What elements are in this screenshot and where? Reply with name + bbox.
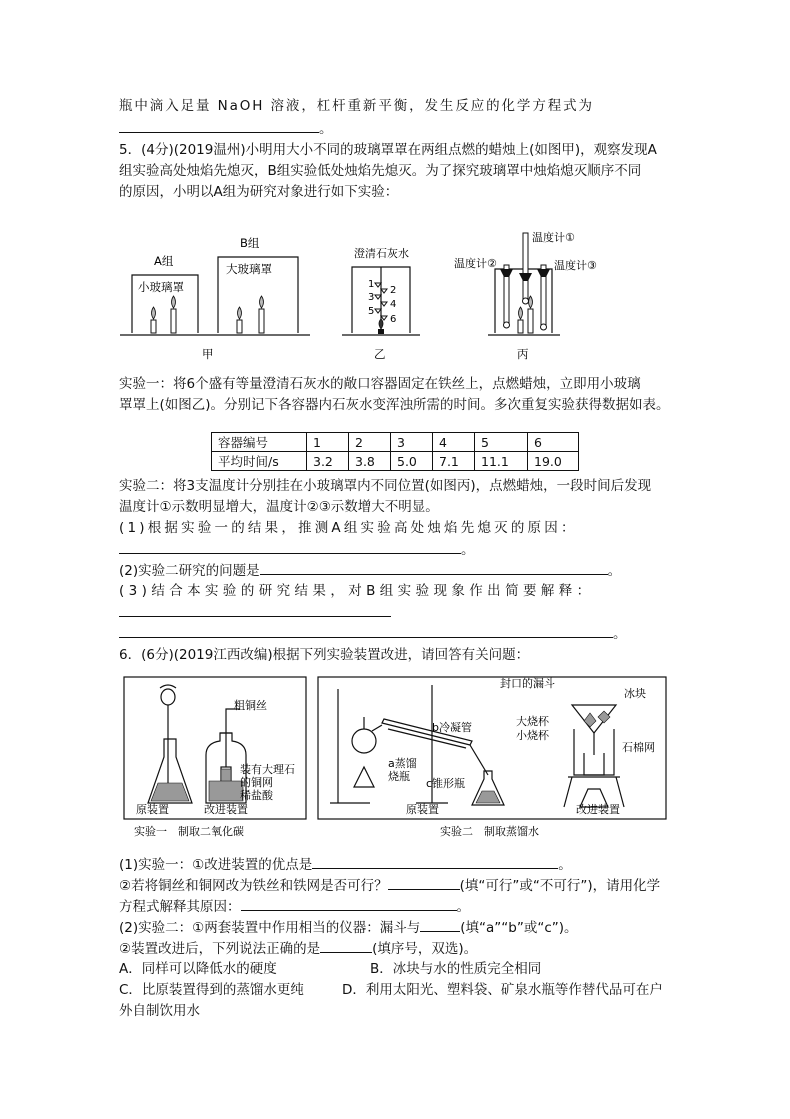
dilute-hcl-label: 稀盐酸 — [240, 789, 273, 802]
exp1-caption: 实验一 制取二氧化碳 — [134, 825, 244, 838]
copper-wire-label: 粗铜丝 — [234, 699, 267, 712]
q5-intro-line3: 的原因，小明以A组为研究对象进行如下实验： — [119, 184, 399, 200]
q6-1b: ②若将铜丝和铜网改为铁丝和铁网是否可行？ (填“可行”或“不可行”)，请用化学 — [119, 875, 660, 896]
answer-blank[interactable] — [119, 539, 461, 554]
cone-flask-c-label: c锥形瓶 — [426, 777, 466, 790]
flask-a-label-2: 烧瓶 — [388, 770, 410, 783]
ice-label: 冰块 — [624, 687, 646, 700]
q6-1a: (1)实验一：①改进装置的优点是 。 — [119, 854, 572, 875]
answer-blank[interactable] — [320, 938, 372, 953]
answer-blank[interactable] — [388, 875, 460, 890]
big-beaker-label: 大烧杯 — [516, 715, 549, 728]
exp2-improved-label: 改进装置 — [576, 803, 620, 816]
a-group-label: A组 — [154, 254, 174, 268]
answer-blank[interactable] — [312, 854, 558, 869]
big-cover-label: 大玻璃罩 — [226, 262, 272, 276]
table-cell: 4 — [433, 433, 475, 452]
q4-answer-line: 。 — [119, 118, 333, 139]
thermometer-3-label: 温度计③ — [554, 259, 597, 272]
thermometer-2-label: 温度计② — [454, 257, 497, 270]
table-cell: 3.8 — [349, 452, 391, 471]
limewater-label: 澄清石灰水 — [354, 247, 409, 260]
thermometer-1-label: 温度计① — [532, 231, 575, 244]
table-cell: 6 — [528, 433, 579, 452]
sealed-funnel-label: 封口的漏斗 — [500, 677, 555, 690]
cup-number-4: 4 — [390, 299, 397, 310]
marble-net-label-2: 的铜网 — [240, 776, 273, 789]
exp2-line2: 温度计①示数明显增大，温度计②③示数增大不明显。 — [119, 499, 439, 515]
cup-number-1: 1 — [368, 279, 375, 290]
table-cell: 平均时间/s — [212, 452, 307, 471]
q5-sub1-answer: 。 — [119, 539, 475, 560]
table-cell: 19.0 — [528, 452, 579, 471]
table-cell: 7.1 — [433, 452, 475, 471]
caption-jia: 甲 — [202, 347, 214, 361]
flask-a-label-1: a蒸馏 — [388, 757, 417, 770]
cup-number-2: 2 — [390, 285, 397, 296]
q5-sub2: (2)实验二研究的问题是 。 — [119, 560, 621, 581]
q6-figure — [120, 675, 670, 843]
q6-intro: 6．(6分)(2019江西改编)根据下列实验装置改进，请回答有关问题： — [119, 647, 530, 663]
q5-intro-line1: 5．(4分)(2019温州)小明用大小不同的玻璃罩罩在两组点燃的蜡烛上(如图甲)，观察发现A — [119, 142, 657, 158]
answer-blank[interactable] — [119, 623, 613, 638]
answer-blank[interactable] — [420, 917, 460, 932]
exp2-original-label: 原装置 — [406, 803, 439, 816]
answer-blank[interactable] — [119, 118, 319, 133]
q5-figure — [120, 225, 660, 367]
table-row — [212, 433, 579, 452]
b-group-label: B组 — [240, 236, 260, 250]
table-cell: 容器编号 — [212, 433, 307, 452]
asbestos-net-label: 石棉网 — [622, 741, 655, 754]
exp2-caption: 实验二 制取蒸馏水 — [440, 825, 539, 838]
table-cell: 3 — [391, 433, 433, 452]
table-cell: 3.2 — [307, 452, 349, 471]
q6-2a: (2)实验二：①两套装置中作用相当的仪器：漏斗与 (填“a”“b”或“c”)。 — [119, 917, 578, 938]
q6-1c: 方程式解释其原因： 。 — [119, 896, 470, 917]
exp2-line1: 实验二：将3支温度计分别挂在小玻璃罩内不同位置(如图丙)，点燃蜡烛，一段时间后发现 — [119, 478, 652, 494]
answer-blank[interactable] — [260, 560, 608, 575]
option-c: C．比原装置得到的蒸馏水更纯 — [119, 982, 304, 998]
table-cell: 2 — [349, 433, 391, 452]
q5-intro-line2: 组实验高处烛焰先熄灭，B组实验低处烛焰先熄灭。为了探究玻璃罩中烛焰熄灭顺序不同 — [119, 163, 642, 179]
table-cell: 11.1 — [475, 452, 528, 471]
q6-2b: ②装置改进后，下列说法正确的是 (填序号，双选)。 — [119, 938, 477, 959]
caption-bing: 丙 — [517, 347, 529, 361]
answer-blank[interactable] — [119, 602, 391, 617]
option-d-line1: D．利用太阳光、塑料袋、矿泉水瓶等作替代品可在户 — [342, 982, 663, 998]
table-cell: 5.0 — [391, 452, 433, 471]
container-time-table — [211, 432, 579, 471]
condenser-label: b冷凝管 — [432, 721, 472, 734]
cup-number-6: 6 — [390, 314, 397, 325]
table-cell: 5 — [475, 433, 528, 452]
cup-number-5: 5 — [368, 306, 375, 317]
table-cell: 1 — [307, 433, 349, 452]
q4-text-line1: 瓶中滴入足量 NaOH 溶液，杠杆重新平衡，发生反应的化学方程式为 — [119, 98, 594, 114]
answer-blank[interactable] — [241, 896, 457, 911]
q5-sub3-answer-a — [119, 602, 391, 623]
small-beaker-label: 小烧杯 — [516, 729, 549, 742]
caption-yi: 乙 — [374, 347, 386, 361]
table-row — [212, 452, 579, 471]
exp1-line2: 罩罩上(如图乙)。分别记下各容器内石灰水变浑浊所需的时间。多次重复实验获得数据如表。 — [119, 397, 670, 413]
marble-net-label-1: 装有大理石 — [240, 763, 295, 776]
small-cover-label: 小玻璃罩 — [138, 280, 184, 294]
option-b: B．冰块与水的性质完全相同 — [370, 961, 542, 977]
q5-sub3-answer-b: 。 — [119, 623, 627, 644]
option-a: A．同样可以降低水的硬度 — [119, 961, 277, 977]
q5-sub1: (1)根据实验一的结果，推测A组实验高处烛焰先熄灭的原因： — [119, 520, 578, 536]
exp1-line1: 实验一：将6个盛有等量澄清石灰水的敞口容器固定在铁丝上，点燃蜡烛，立即用小玻璃 — [119, 376, 641, 392]
cup-number-3: 3 — [368, 292, 375, 303]
q5-sub3: (3)结合本实验的研究结果，对B组实验现象作出简要解释： — [119, 583, 595, 599]
exp1-improved-label: 改进装置 — [204, 803, 248, 816]
exp1-original-label: 原装置 — [136, 803, 169, 816]
option-d-line2: 外自制饮用水 — [119, 1003, 200, 1019]
